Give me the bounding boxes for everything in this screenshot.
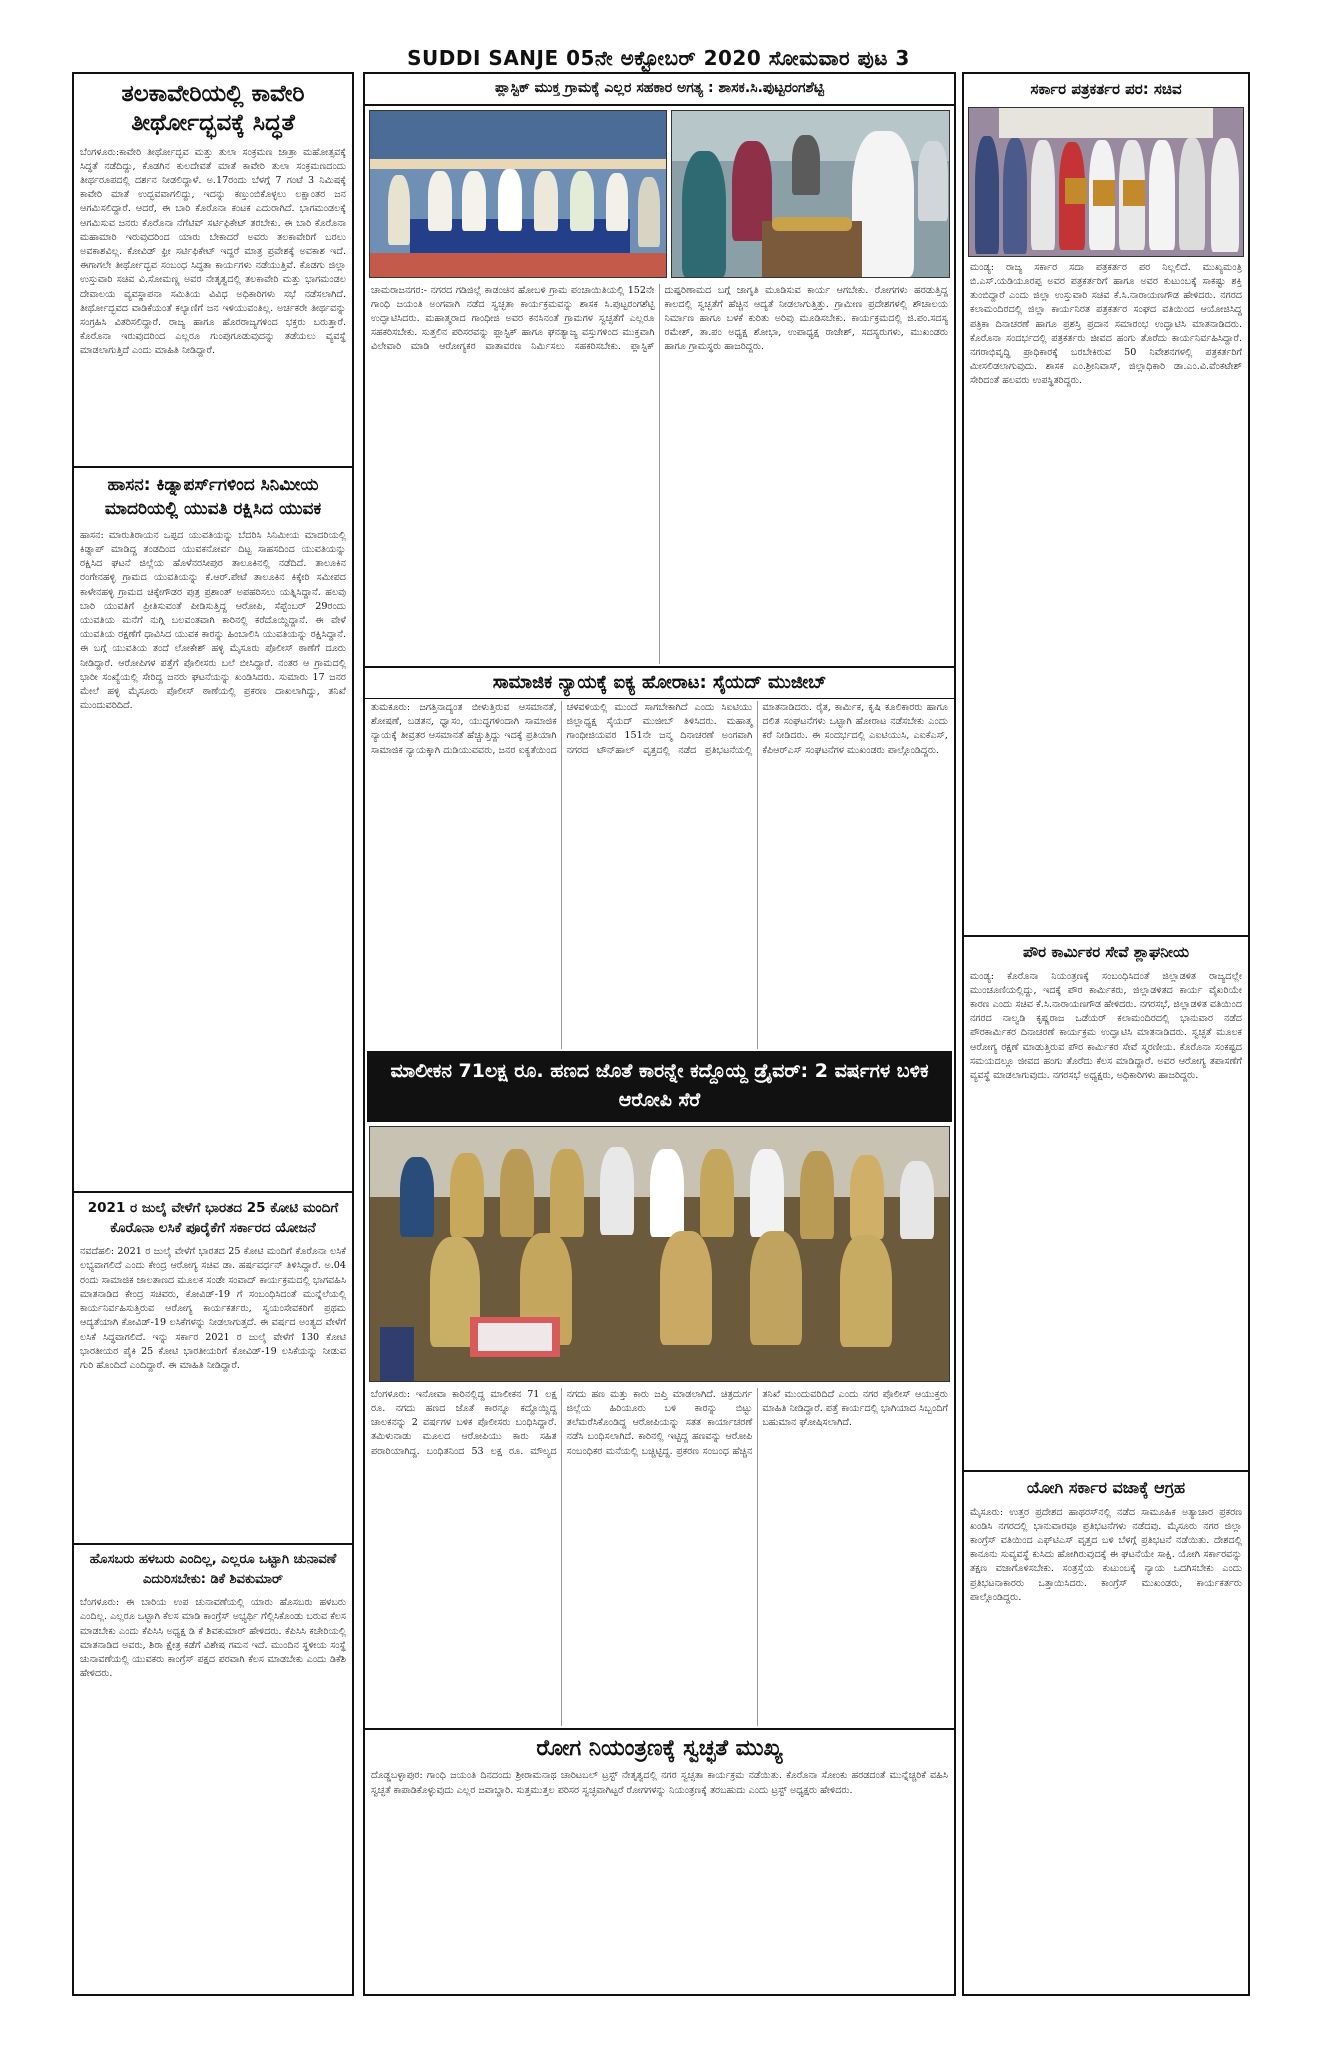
plastic-free-headline: ಪ್ಲಾಸ್ಟಿಕ್ ಮುಕ್ತ ಗ್ರಾಮಕ್ಕೆ ಎಲ್ಲರ ಸಹಕಾರ ಅಗತ್ಯ : ಶಾಸಕ.ಸಿ.ಪುಟ್ಟರಂಗಶೆಟ್ಟಿ	[365, 74, 954, 106]
masthead: SUDDI SANJE 05ನೇ ಅಕ್ಟೋಬರ್ 2020 ಸೋಮವಾರ ಪುಟ 3	[407, 46, 910, 70]
story1-body: ಬೆಂಗಳೂರು:ಕಾವೇರಿ ತೀರ್ಥೋದ್ಭವ ಮತ್ತು ತುಲಾ ಸಂಕ್ರಮಣ ಜಾತ್ರಾ ಮಹೋತ್ಸವಕ್ಕೆ ಸಿದ್ಧತೆ ನಡೆದಿದ್ದು, ಕೊಡಗಿನ ಕುಲದೇವತೆ ಮಾತೆ ಕಾವೇರಿ ತುಲಾ ಸಂಕ್ರಮಣದಂದು ತೀರ್ಥರೂಪದಲ್ಲಿ ದರ್ಶನ ನೀಡಲಿದ್ದಾಳೆ. ಅ.17ರಂದು ಬೆಳಗ್ಗೆ 7 ಗಂಟೆ 3 ನಿಮಿಷಕ್ಕೆ ಕಾವೇರಿ ಮಾತೆ ಉದ್ಭವವಾಗಲಿದ್ದು, ಇದನ್ನು ಕಣ್ತುಂಬಿಕೊಳ್ಳಲು ಲಕ್ಷಾಂತರ ಜನ ಆಗಮಿಸಲಿದ್ದಾರೆ. ಆದರೆ, ಈ ಬಾರಿ ಕೊರೊನಾ ಕಂಟಕ ಎದುರಾಗಿದೆ. ಭಾಗಮಂಡಲಕ್ಕೆ ಆಗಮಿಸುವ ಜನರು ಕೊರೊನಾ ನೆಗೆಟಿವ್ ಸರ್ಟಿಫಿಕೇಟ್ ತರಬೇಕು. ಈ ಬಾರಿ ಕೊರೊನಾ ಮಹಾಮಾರಿ ಇರುವುದರಿಂದ ಯಾರು ಬೇಕಾದರೆ ಅವರು ತಲಕಾವೇರಿಗೆ ಬರಲು ಅವಕಾಶವಿಲ್ಲ. ಕೋವಿಡ್ ಫ್ರೀ ಸರ್ಟಿಫಿಕೇಟ್ ಇದ್ದರೆ ಮಾತ್ರ ಪ್ರವೇಶಕ್ಕೆ ಅವಕಾಶ ಇದೆ. ಈಗಾಗಲೇ ತೀರ್ಥೋದ್ಭವ ಸಂಬಂಧ ಸಿದ್ಧತಾ ಕಾರ್ಯಗಳು ನಡೆಯುತ್ತಿವೆ. ಕೊಡಗು ಜಿಲ್ಲಾ ಉಸ್ತುವಾರಿ ಸಚಿವ ವಿ.ಸೋಮಣ್ಣ ಅವರ ನೇತೃತ್ವದಲ್ಲಿ ತಲಕಾವೇರಿ ಮತ್ತು ಭಾಗಮಂಡಲ ದೇವಾಲಯ ವ್ಯವಸ್ಥಾಪನಾ ಸಮಿತಿಯ ವಿವಿಧ ಅಧಿಕಾರಿಗಳು ಸಭೆ ನಡೆಸಲಾಗಿದೆ. ತೀರ್ಥೋದ್ಭವದ ವಾಡಿಕೆಯಂತೆ ಕಲ್ಯಾಣಿಗೆ ಜನ ಇಳಿಯುವಂತಿಲ್ಲ. ಅರ್ಚಕರೇ ತೀರ್ಥವನ್ನು ಸಂಗ್ರಹಿಸಿ ವಿತರಿಸಲಿದ್ದಾರೆ. ರಾಜ್ಯ ಹಾಗೂ ಹೊರರಾಜ್ಯಗಳಿಂದ ಭಕ್ತರು ಬರುತ್ತಾರೆ. ಕೊರೊನಾ ಇರುವುದರಿಂದ ಎಲ್ಲರೂ ಗುಂಪುಗೂಡುವುದನ್ನು ತಡೆಯಲು ವ್ಯವಸ್ಥೆ ಮಾಡಲಾಗುತ್ತಿದೆ ಎಂದು ಮಾಹಿತಿ ನೀಡಿದ್ದಾರೆ.	[80, 146, 346, 357]
yogi-govt-headline: ಯೋಗಿ ಸರ್ಕಾರ ವಜಾಕ್ಕೆ ಆಗ್ರಹ	[1026, 1477, 1186, 1497]
center-column	[363, 72, 956, 1996]
ceremony-photo	[369, 110, 667, 278]
social-justice-body: ತುಮಕೂರು: ಜಗತ್ತಿನಾದ್ಯಂತ ಬೀಳುತ್ತಿರುವ ಆಸಮಾನತೆ, ಶೋಷಣೆ, ಬಡತನ, ಧ್ವಾಸಂ, ಯುದ್ಧಗಳಿಂದಾಗಿ ಸಾಮಾಜಿಕ ನ್ಯಾಯಕ್ಕೆ ತೀವ್ರತರ ಆಸಮಾನತೆ ಹೆಚ್ಚುತ್ತಿದ್ದು ಇದಕ್ಕೆ ಪ್ರತಿಯಾಗಿ ಸಾಮಾಜಿಕ ನ್ಯಾಯಕ್ಕಾಗಿ ದುಡಿಯುವವರು, ಜನರ ಐಕ್ಯತೆಯಿಂದ ಚಳವಳಿಯಲ್ಲಿ ಮುಂದೆ ಸಾಗಬೇಕಾಗಿದೆ ಎಂದು ಸಿಐಟಿಯು ಜಿಲ್ಲಾಧ್ಯಕ್ಷ ಸೈಯದ್ ಮುಜೀಬ್ ತಿಳಿಸಿದರು. ಮಹಾತ್ಮ ಗಾಂಧೀಜಿಯವರ 151ನೇ ಜನ್ಮ ದಿನಾಚರಣೆ ಅಂಗವಾಗಿ ನಗರದ ಟೌನ್‌ಹಾಲ್ ವೃತ್ತದಲ್ಲಿ ನಡೆದ ಪ್ರತಿಭಟನೆಯಲ್ಲಿ ಮಾತನಾಡಿದರು. ರೈತ, ಕಾರ್ಮಿಕ, ಕೃಷಿ ಕೂಲಿಕಾರರು ಹಾಗೂ ದಲಿತ ಸಂಘಟನೆಗಳು ಒಟ್ಟಾಗಿ ಹೋರಾಟ ನಡೆಸಬೇಕು ಎಂದು ಕರೆ ನೀಡಿದರು. ಈ ಸಂದರ್ಭದಲ್ಲಿ ಎಐಟಿಯುಸಿ, ಎಐಕೆಎಸ್, ಕೆಪಿಆರ್‌ಎಸ್ ಸಂಘಟನೆಗಳ ಮುಖಂಡರು ಪಾಲ್ಗೊಂಡಿದ್ದರು.	[371, 702, 948, 756]
cleanliness-headline: ರೋಗ ನಿಯಂತ್ರಣಕ್ಕೆ ಸ್ವಚ್ಛತೆ ಮುಖ್ಯ	[365, 1728, 954, 1768]
car-theft-body: ಬೆಂಗಳೂರು: ಇನೋವಾ ಕಾರಿನಲ್ಲಿದ್ದ ಮಾಲೀಕನ 71 ಲಕ್ಷ ರೂ. ನಗದು ಹಣದ ಜೊತೆ ಕಾರನ್ನೂ ಕದ್ದೊಯ್ದಿದ್ದ ಚಾಲಕನನ್ನು 2 ವರ್ಷಗಳ ಬಳಿಕ ಪೊಲೀಸರು ಬಂಧಿಸಿದ್ದಾರೆ. ತಮಿಳುನಾಡು ಮೂಲದ ಆರೋಪಿಯು ಕಾರು ಸಹಿತ ಪರಾರಿಯಾಗಿದ್ದ. ಬಂಧಿತನಿಂದ 53 ಲಕ್ಷ ರೂ. ಮೌಲ್ಯದ ನಗದು ಹಣ ಮತ್ತು ಕಾರು ಜಪ್ತಿ ಮಾಡಲಾಗಿದೆ. ಚಿತ್ರದುರ್ಗ ಜಿಲ್ಲೆಯ ಹಿರಿಯೂರು ಬಳಿ ಕಾರನ್ನು ಬಿಟ್ಟು ತಲೆಮರೆಸಿಕೊಂಡಿದ್ದ ಆರೋಪಿಯನ್ನು ಸತತ ಕಾರ್ಯಾಚರಣೆ ನಡೆಸಿ ಬಂಧಿಸಲಾಗಿದೆ. ಕಾರಿನಲ್ಲಿ ಇಟ್ಟಿದ್ದ ಹಣವನ್ನು ಆರೋಪಿ ಸಂಬಂಧಿಕರ ಮನೆಯಲ್ಲಿ ಬಚ್ಚಿಟ್ಟಿದ್ದ. ಪ್ರಕರಣ ಸಂಬಂಧ ಹೆಚ್ಚಿನ ತನಿಖೆ ಮುಂದುವರಿದಿದೆ ಎಂದು ನಗರ ಪೊಲೀಸ್ ಆಯುಕ್ತರು ಮಾಹಿತಿ ನೀಡಿದ್ದಾರೆ. ಪತ್ತೆ ಕಾರ್ಯದಲ್ಲಿ ಭಾಗಿಯಾದ ಸಿಬ್ಬಂದಿಗೆ ಬಹುಮಾನ ಘೋಷಿಸಲಾಗಿದೆ.	[371, 1388, 948, 1457]
story4-body: ಬೆಂಗಳೂರು: ಈ ಬಾರಿಯ ಉಪ ಚುನಾವಣೆಯಲ್ಲಿ ಯಾರು ಹೊಸಬರು ಹಳಬರು ಎಂದಿಲ್ಲ. ಎಲ್ಲರೂ ಒಟ್ಟಾಗಿ ಕೆಲಸ ಮಾಡಿ ಕಾಂಗ್ರೆಸ್ ಅಭ್ಯರ್ಥಿ ಗೆಲ್ಲಿಸಿಕೊಂಡು ಬರುವ ಕೆಲಸ ಮಾಡಬೇಕು ಎಂದು ಕೆಪಿಸಿಸಿ ಅಧ್ಯಕ್ಷ ಡಿ ಕೆ ಶಿವಕುಮಾರ್ ಹೇಳಿದರು. ಕೆಪಿಸಿಸಿ ಕಚೇರಿಯಲ್ಲಿ ಮಾತನಾಡಿದ ಅವರು, ಶಿರಾ ಕ್ಷೇತ್ರ ಕಡೆಗೆ ವಿಶೇಷ ಗಮನ ಇದೆ. ಮುಂದಿನ ಸ್ಥಳೀಯ ಸಂಸ್ಥೆ ಚುನಾವಣೆಯಲ್ಲಿ ಯುವಕರು ಕಾಂಗ್ರೆಸ್ ಪಕ್ಷದ ಪರವಾಗಿ ಕೆಲಸ ಮಾಡಬೇಕು ಎಂದು ಡಿಕೆಶಿ ಹೇಳಿದರು.	[80, 1597, 346, 1680]
story3-headline: 2021 ರ ಜುಲೈ ವೇಳೆಗೆ ಭಾರತದ 25 ಕೋಟಿ ಮಂದಿಗೆ ಕೊರೊನಾ ಲಸಿಕೆ ಪೂರೈಕೆಗೆ ಸರ್ಕಾರದ ಯೋಜನೆ	[87, 1199, 339, 1237]
story1-headline: ತಲಕಾವೇರಿಯಲ್ಲಿ ಕಾವೇರಿ ತೀರ್ಥೋದ್ಭವಕ್ಕೆ ಸಿದ್ಧತೆ	[121, 81, 305, 136]
civic-workers-headline: ಪೌರ ಕಾರ್ಮಿಕರ ಸೇವೆ ಶ್ಲಾಘನೀಯ	[1022, 942, 1190, 961]
story2-headline: ಹಾಸನ: ಕಿಡ್ನಾಪರ್ಸ್‌ಗಳಿಂದ ಸಿನಿಮೀಯ ಮಾದರಿಯಲ್ಲಿ ಯುವತಿ ರಕ್ಷಿಸಿದ ಯುವಕ	[104, 474, 322, 520]
stall-photo	[671, 110, 950, 278]
story4-headline: ಹೊಸಬರು ಹಳಬರು ಎಂದಿಲ್ಲ, ಎಲ್ಲರೂ ಒಟ್ಟಾಗಿ ಚುನಾವಣೆ ಎದುರಿಸಬೇಕು: ಡಿಕೆ ಶಿವಕುಮಾರ್	[89, 1552, 337, 1587]
social-justice-headline: ಸಾಮಾಜಿಕ ನ್ಯಾಯಕ್ಕೆ ಐಕ್ಯ ಹೋರಾಟ: ಸೈಯದ್ ಮುಜೀಬ್	[365, 666, 954, 700]
right-column	[962, 72, 1250, 1996]
police-photo	[369, 1126, 950, 1382]
story3-body: ನವದೆಹಲಿ: 2021 ರ ಜುಲೈ ವೇಳೆಗೆ ಭಾರತದ 25 ಕೋಟಿ ಮಂದಿಗೆ ಕೊರೊನಾ ಲಸಿಕೆ ಲಭ್ಯವಾಗಲಿದೆ ಎಂದು ಕೇಂದ್ರ ಆರೋಗ್ಯ ಸಚಿವ ಡಾ. ಹರ್ಷವರ್ಧನ್ ತಿಳಿಸಿದ್ದಾರೆ. ಅ.04 ರಂದು ಸಾಮಾಜಿಕ ಜಾಲತಾಣದ ಮೂಲಕ ಸಂಡೇ ಸಂವಾದ್ ಕಾರ್ಯಕ್ರಮದಲ್ಲಿ ಭಾಗವಹಿಸಿ ಮಾತನಾಡಿದ ಕೇಂದ್ರ ಸಚಿವರು, ಕೋವಿಡ್-19 ಗೆ ಸಂಬಂಧಿಸಿದಂತೆ ಮುನ್ನೆಲೆಯಲ್ಲಿ ಕಾರ್ಯನಿರ್ವಹಿಸುತ್ತಿರುವ ಆರೋಗ್ಯ ಕಾರ್ಯಕರ್ತರು, ಸ್ವಯಂಸೇವಕರಿಗೆ ಪ್ರಥಮ ಆದ್ಯತೆಯಾಗಿ ಕೋವಿಡ್-19 ಲಸಿಕೆಗಳನ್ನು ನೀಡಲಾಗುತ್ತದೆ. ಈ ವರ್ಷದ ಅಂತ್ಯದ ವೇಳೆಗೆ ಲಸಿಕೆ ಸಿದ್ಧವಾಗಲಿದೆ. ಇನ್ನು ಸರ್ಕಾರ 2021 ರ ಜುಲೈ ವೇಳೆಗೆ 130 ಕೋಟಿ ಭಾರತೀಯರ ಪೈಕಿ 25 ಕೋಟಿ ಭಾರತೀಯರಿಗೆ ಕೋವಿಡ್-19 ಲಸಿಕೆಯನ್ನು ನೀಡುವ ಗುರಿ ಹೊಂದಿದೆ ಎಂದಿದ್ದಾರೆ. ಈ ಮಾಹಿತಿ ನೀಡಿದ್ದಾರೆ.	[80, 1246, 346, 1371]
car-theft-headline: ಮಾಲೀಕನ 71ಲಕ್ಷ ರೂ. ಹಣದ ಜೊತೆ ಕಾರನ್ನೇ ಕದ್ದೊಯ್ದ ಡ್ರೈವರ್: 2 ವರ್ಷಗಳ ಬಳಿಕ ಆರೋಪಿ ಸೆರೆ	[367, 1051, 952, 1122]
civic-workers-body: ಮಂಡ್ಯ: ಕೊರೊನಾ ನಿಯಂತ್ರಣಕ್ಕೆ ಸಂಬಂಧಿಸಿದಂತೆ ಜಿಲ್ಲಾಡಳಿತ ರಾಜ್ಯದಲ್ಲೇ ಮುಂಚೂಣಿಯಲ್ಲಿದ್ದು, ಇದಕ್ಕೆ ಪೌರ ಕಾರ್ಮಿಕರು, ಜಿಲ್ಲಾಡಳಿತದ ಕಾರ್ಯ ವೈಖರಿಯೇ ಕಾರಣ ಎಂದು ಸಚಿವ ಕೆ.ಸಿ.ನಾರಾಯಣಗೌಡ ಹೇಳಿದರು. ನಗರಸಭೆ, ಜಿಲ್ಲಾಡಳಿತ ವತಿಯಿಂದ ನಗರದ ನಾಲ್ವಡಿ ಕೃಷ್ಣರಾಜ ಒಡೆಯರ್ ಕಲಾಮಂದಿರದಲ್ಲಿ ಭಾನುವಾರ ನಡೆದ ಪೌರಕಾರ್ಮಿಕರ ದಿನಾಚರಣೆ ಕಾರ್ಯಕ್ರಮ ಉದ್ಘಾಟಿಸಿ ಮಾತನಾಡಿದರು. ಸ್ವಚ್ಛತೆ ಮೂಲಕ ಆರೋಗ್ಯ ರಕ್ಷಣೆ ಮಾಡುತ್ತಿರುವ ಪೌರ ಕಾರ್ಮಿಕರ ಸೇವೆ ಸ್ಮರಣೀಯ. ಕೊರೊನಾ ಸಂಕಷ್ಟದ ಸಮಯದಲ್ಲೂ ಜೀವದ ಹಂಗು ತೊರೆದು ಕೆಲಸ ಮಾಡಿದ್ದಾರೆ. ಅವರ ಆರೋಗ್ಯ ತಪಾಸಣೆಗೆ ವ್ಯವಸ್ಥೆ ಮಾಡಲಾಗುವುದು. ನಗರಸಭೆ ಅಧ್ಯಕ್ಷರು, ಅಧಿಕಾರಿಗಳು ಹಾಜರಿದ್ದರು.	[970, 970, 1242, 1081]
journalists-headline: ಸರ್ಕಾರ ಪತ್ರಕರ್ತರ ಪರ: ಸಚಿವ	[1030, 80, 1182, 98]
story2-body: ಹಾಸನ: ಮಾರುತಿರಾಯನ ಒಪ್ಪದ ಯುವತಿಯನ್ನು ಬೆದರಿಸಿ ಸಿನಿಮೀಯ ಮಾದರಿಯಲ್ಲಿ ಕಿಡ್ನಾಪ್ ಮಾಡಿದ್ದ ತಂಡದಿಂದ ಯುವಕನೋರ್ವ ದಿಟ್ಟ ಸಾಹಸದಿಂದ ಯುವತಿಯನ್ನು ರಕ್ಷಿಸಿದ ಘಟನೆ ಜಿಲ್ಲೆಯ ಹೊಳೆನರಸೀಪುರ ತಾಲೂಕಿನಲ್ಲಿ ನಡೆದಿದೆ. ತಾಲೂಕಿನ ರಂಗೇನಹಳ್ಳಿ ಗ್ರಾಮದ ಯುವತಿಯನ್ನು ಕೆ.ಆರ್.ಪೇಟೆ ತಾಲೂಕಿನ ಕಿಕ್ಕೇರಿ ಸಮೀಪದ ಕಾಳೇನಹಳ್ಳಿ ಗ್ರಾಮದ ಚಿಕ್ಕೇಗೌಡರ ಪುತ್ರ ಪ್ರಶಾಂತ್ ಅಪಹರಿಸಲು ಯತ್ನಿಸಿದ್ದಾನೆ. ಹಲವು ಬಾರಿ ಯುವತಿಗೆ ಪ್ರೀತಿಸುವಂತೆ ಪೀಡಿಸುತ್ತಿದ್ದ ಆರೋಪಿ, ಸೆಪ್ಟೆಂಬರ್ 29ರಂದು ಯುವತಿಯ ಮನೆಗೆ ನುಗ್ಗಿ ಬಲವಂತವಾಗಿ ಕಾರಿನಲ್ಲಿ ಕರೆದೊಯ್ದಿದ್ದಾನೆ. ಈ ವೇಳೆ ಯುವತಿಯ ರಕ್ಷಣೆಗೆ ಧಾವಿಸಿದ ಯುವಕ ಕಾರನ್ನು ಹಿಂಬಾಲಿಸಿ ಯುವತಿಯನ್ನು ರಕ್ಷಿಸಿದ್ದಾನೆ. ಈ ಬಗ್ಗೆ ಯುವತಿಯ ತಂದೆ ಲೋಕೇಶ್ ಹಳ್ಳಿ ಮೈಸೂರು ಪೊಲೀಸ್ ಠಾಣೆಗೆ ದೂರು ನೀಡಿದ್ದಾರೆ. ಆರೋಪಿಗಳ ಪತ್ತೆಗೆ ಪೊಲೀಸರು ಬಲೆ ಬೀಸಿದ್ದಾರೆ. ನಂತರ ಆ ಗ್ರಾಮದಲ್ಲಿ ಭಾರೀ ಸಂಖ್ಯೆಯಲ್ಲಿ ಸೇರಿದ್ದ ಜನರು ಘಟನೆಯನ್ನು ಖಂಡಿಸಿದರು. ಸುಮಾರು 17 ಜನರ ಮೇಲೆ ಹಳ್ಳಿ ಮೈಸೂರು ಪೊಲೀಸ್ ಠಾಣೆಯಲ್ಲಿ ಪ್ರಕರಣ ದಾಖಲಾಗಿದ್ದು, ತನಿಖೆ ಮುಂದುವರಿದಿದೆ.	[80, 529, 346, 712]
journalists-body: ಮಂಡ್ಯ: ರಾಜ್ಯ ಸರ್ಕಾರ ಸದಾ ಪತ್ರಕರ್ತರ ಪರ ನಿಲ್ಲಲಿದೆ. ಮುಖ್ಯಮಂತ್ರಿ ಬಿ.ಎಸ್.ಯಡಿಯೂರಪ್ಪ ಅವರ ಪತ್ರಕರ್ತರಿಗೆ ಹಾಗೂ ಅವರ ಕುಟುಂಬಕ್ಕೆ ಸಾಕಷ್ಟು ಶಕ್ತಿ ತುಂಬಿದ್ದಾರೆ ಎಂದು ಜಿಲ್ಲಾ ಉಸ್ತುವಾರಿ ಸಚಿವ ಕೆ.ಸಿ.ನಾರಾಯಣಗೌಡ ಹೇಳಿದರು. ನಗರದ ಕಲಾಮಂದಿರದಲ್ಲಿ ಜಿಲ್ಲಾ ಕಾರ್ಯನಿರತ ಪತ್ರಕರ್ತರ ಸಂಘದ ವತಿಯಿಂದ ಆಯೋಜಿಸಿದ್ದ ಪತ್ರಿಕಾ ದಿನಾಚರಣೆ ಹಾಗೂ ಪ್ರಶಸ್ತಿ ಪ್ರದಾನ ಸಮಾರಂಭ ಉದ್ಘಾಟಿಸಿ ಮಾತನಾಡಿದರು. ಕೊರೊನಾ ಸಂದರ್ಭದಲ್ಲಿ ಪತ್ರಕರ್ತರು ಜೀವದ ಹಂಗು ತೊರೆದು ಕಾರ್ಯನಿರ್ವಹಿಸಿದ್ದಾರೆ. ನಗರಾಭಿವೃದ್ಧಿ ಪ್ರಾಧಿಕಾರಕ್ಕೆ ಬರಬೇಕಿರುವ 50 ನಿವೇಶನಗಳಲ್ಲಿ ಪತ್ರಕರ್ತರಿಗೆ ಮೀಸಲಿಡಲಾಗುವುದು. ಶಾಸಕ ಎಂ.ಶ್ರೀನಿವಾಸ್, ಜಿಲ್ಲಾಧಿಕಾರಿ ಡಾ.ಎಂ.ವಿ.ವೆಂಕಟೇಶ್ ಸೇರಿದಂತೆ ಹಲವರು ಉಪಸ್ಥಿತರಿದ್ದರು.	[970, 261, 1242, 387]
cleanliness-body: ದೊಡ್ಡಬಳ್ಳಾಪುರ: ಗಾಂಧಿ ಜಯಂತಿ ದಿನದಂದು ಶ್ರೀರಾಮನಾಥ ಚಾರಿಟಬಲ್ ಟ್ರಸ್ಟ್ ನೇತೃತ್ವದಲ್ಲಿ ನಗರ ಸ್ವಚ್ಛತಾ ಕಾರ್ಯಕ್ರಮ ನಡೆಯಿತು. ಕೊರೊನಾ ಸೋಂಕು ಹರಡದಂತೆ ಮುನ್ನೆಚ್ಚರಿಕೆ ವಹಿಸಿ ಸ್ವಚ್ಛತೆ ಕಾಪಾಡಿಕೊಳ್ಳುವುದು ಎಲ್ಲರ ಜವಾಬ್ದಾರಿ. ಸುತ್ತಮುತ್ತಲ ಪರಿಸರ ಸ್ವಚ್ಛವಾಗಿಟ್ಟರೆ ರೋಗಗಳನ್ನು ನಿಯಂತ್ರಣಕ್ಕೆ ತರಬಹುದು ಎಂದು ಟ್ರಸ್ಟ್ ಅಧ್ಯಕ್ಷರು ಹೇಳಿದರು.	[371, 1770, 948, 1796]
award-photo	[968, 107, 1244, 257]
yogi-govt-body: ಮೈಸೂರು: ಉತ್ತರ ಪ್ರದೇಶದ ಹಾಥರಸ್‌ನಲ್ಲಿ ನಡೆದ ಸಾಮೂಹಿಕ ಅತ್ಯಾಚಾರ ಪ್ರಕರಣ ಖಂಡಿಸಿ ನಗರದಲ್ಲಿ ಭಾನುವಾರವೂ ಪ್ರತಿಭಟನೆಗಳು ನಡೆದವು. ಮೈಸೂರು ನಗರ ಜಿಲ್ಲಾ ಕಾಂಗ್ರೆಸ್ ವತಿಯಿಂದ ಎಫ್‌ಟಿಎಸ್ ವೃತ್ತದ ಬಳಿ ಬೆಳಗ್ಗೆ ಪ್ರತಿಭಟನೆ ನಡೆಯಿತು. ದೇಶದಲ್ಲಿ ಕಾನೂನು ಸುವ್ಯವಸ್ಥೆ ಕುಸಿದು ಹೋಗಿರುವುದಕ್ಕೆ ಈ ಘಟನೆಯೇ ಸಾಕ್ಷಿ. ಯೋಗಿ ಸರ್ಕಾರವನ್ನು ತಕ್ಷಣ ವಜಾಗೊಳಿಸಬೇಕು. ಸಂತ್ರಸ್ತೆಯ ಕುಟುಂಬಕ್ಕೆ ನ್ಯಾಯ ಒದಗಿಸಬೇಕು ಎಂದು ಪ್ರತಿಭಟನಾಕಾರರು ಒತ್ತಾಯಿಸಿದರು. ಕಾಂಗ್ರೆಸ್ ಮುಖಂಡರು, ಕಾರ್ಯಕರ್ತರು ಪಾಲ್ಗೊಂಡಿದ್ದರು.	[970, 1506, 1242, 1603]
left-column	[72, 72, 354, 1996]
plastic-free-body: ಚಾಮರಾಜನಗರ:- ನಗರದ ಗಡಿಜಿಲ್ಲೆ ಕಾಡಂಚಿನ ಹೋಬಳಿ ಗ್ರಾಮ ಪಂಚಾಯಿತಿಯಲ್ಲಿ 152ನೇ ಗಾಂಧಿ ಜಯಂತಿ ಅಂಗವಾಗಿ ನಡೆದ ಸ್ವಚ್ಛತಾ ಕಾರ್ಯಕ್ರಮವನ್ನು ಶಾಸಕ ಸಿ.ಪುಟ್ಟರಂಗಶೆಟ್ಟಿ ಉದ್ಘಾಟಿಸಿದರು. ಮಹಾತ್ಮರಾದ ಗಾಂಧೀಜಿ ಅವರ ಕನಸಿನಂತೆ ಗ್ರಾಮಗಳ ಸ್ವಚ್ಛತೆಗೆ ಎಲ್ಲರೂ ಸಹಕರಿಸಬೇಕು. ಸುತ್ತಲಿನ ಪರಿಸರವನ್ನು ಪ್ಲಾಸ್ಟಿಕ್ ಹಾಗೂ ಘನತ್ಯಾಜ್ಯ ವಸ್ತುಗಳಿಂದ ಮುಕ್ತವಾಗಿ ವಿಲೇವಾರಿ ಮಾಡಿ ಆರೋಗ್ಯಕರ ವಾತಾವರಣ ನಿರ್ಮಿಸಲು ಸಹಕರಿಸಬೇಕು. ಪ್ಲಾಸ್ಟಿಕ್ ದುಷ್ಪರಿಣಾಮದ ಬಗ್ಗೆ ಜಾಗೃತಿ ಮೂಡಿಸುವ ಕಾರ್ಯ ಆಗಬೇಕು. ರೋಗಗಳು ಹರಡುತ್ತಿದ್ದ ಕಾಲದಲ್ಲಿ ಸ್ವಚ್ಛತೆಗೆ ಹೆಚ್ಚಿನ ಆದ್ಯತೆ ನೀಡಲಾಗುತ್ತಿತ್ತು. ಗ್ರಾಮೀಣ ಪ್ರದೇಶಗಳಲ್ಲಿ ಶೌಚಾಲಯ ನಿರ್ಮಾಣ ಹಾಗೂ ಬಳಕೆ ಕುರಿತು ಅರಿವು ಮೂಡಿಸಬೇಕು. ಕಾರ್ಯಕ್ರಮದಲ್ಲಿ ಜಿ.ಪಂ.ಸದಸ್ಯ ರಮೇಶ್, ತಾ.ಪಂ ಅಧ್ಯಕ್ಷ ಶೋಭಾ, ಉಪಾಧ್ಯಕ್ಷ ರಾಜೇಶ್, ಸದಸ್ಯರುಗಳು, ಮುಖಂಡರು ಹಾಗೂ ಗ್ರಾಮಸ್ಥರು ಹಾಜರಿದ್ದರು.	[371, 284, 948, 353]
